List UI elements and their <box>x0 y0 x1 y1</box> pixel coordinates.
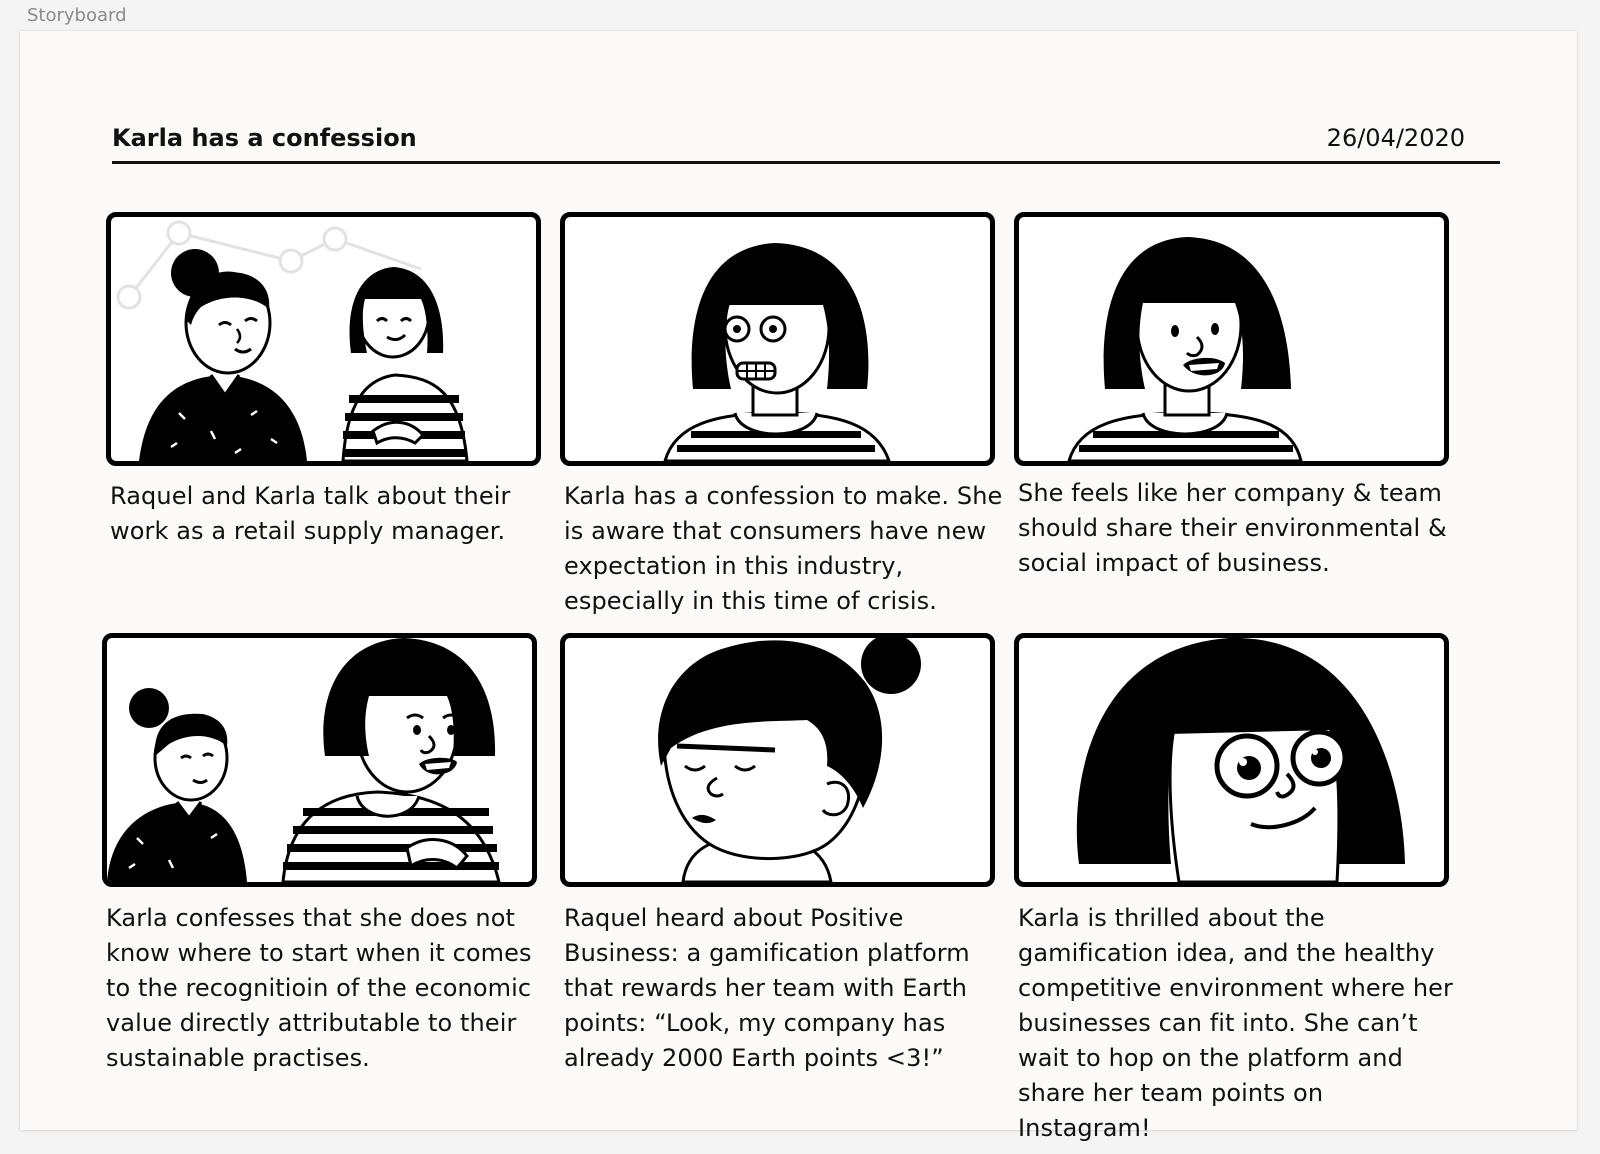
panel-3-frame[interactable] <box>1014 212 1449 466</box>
canvas-label: Storyboard <box>27 5 127 26</box>
panel-1-illustration <box>111 217 536 461</box>
panel-5-illustration <box>565 638 990 882</box>
page-date: 26/04/2020 <box>1326 124 1465 152</box>
panel-1-caption: Raquel and Karla talk about their work as a retail supply manager. <box>110 482 511 545</box>
panel-6-caption: Karla is thrilled about the gamification idea, and the healthy competitive environment where her businesses can fit into. She can’t wait to hop on the platform and share her team points on Instagram! <box>1018 904 1453 1142</box>
panel-5-caption: Raquel heard about Positive Business: a gamification platform that rewards her team with Earth points: “Look, my company has already 2000 Earth points <3!” <box>564 904 970 1072</box>
panel-4-frame[interactable] <box>102 633 537 887</box>
panel-6-frame[interactable] <box>1014 633 1449 887</box>
panel-3-illustration <box>1019 217 1444 461</box>
panel-3-caption: She feels like her company & team should share their environmental & social impact of business. <box>1018 479 1447 577</box>
panel-4-caption: Karla confesses that she does not know where to start when it comes to the recognitioin of the economic value directly attributable to their sustainable practises. <box>106 904 532 1072</box>
panel-4-illustration <box>107 638 532 882</box>
panel-2-frame[interactable] <box>560 212 995 466</box>
page-title: Karla has a confession <box>112 124 417 152</box>
panel-1-frame[interactable] <box>106 212 541 466</box>
header-divider <box>112 161 1500 164</box>
panel-2-illustration <box>565 217 990 461</box>
panel-5-frame[interactable] <box>560 633 995 887</box>
storyboard-artboard[interactable] <box>20 31 1577 1142</box>
panel-6-illustration <box>1019 638 1444 882</box>
panel-2-caption: Karla has a confession to make. She is aware that consumers have new expectation in this industry, especially in this time of crisis. <box>564 482 1003 615</box>
